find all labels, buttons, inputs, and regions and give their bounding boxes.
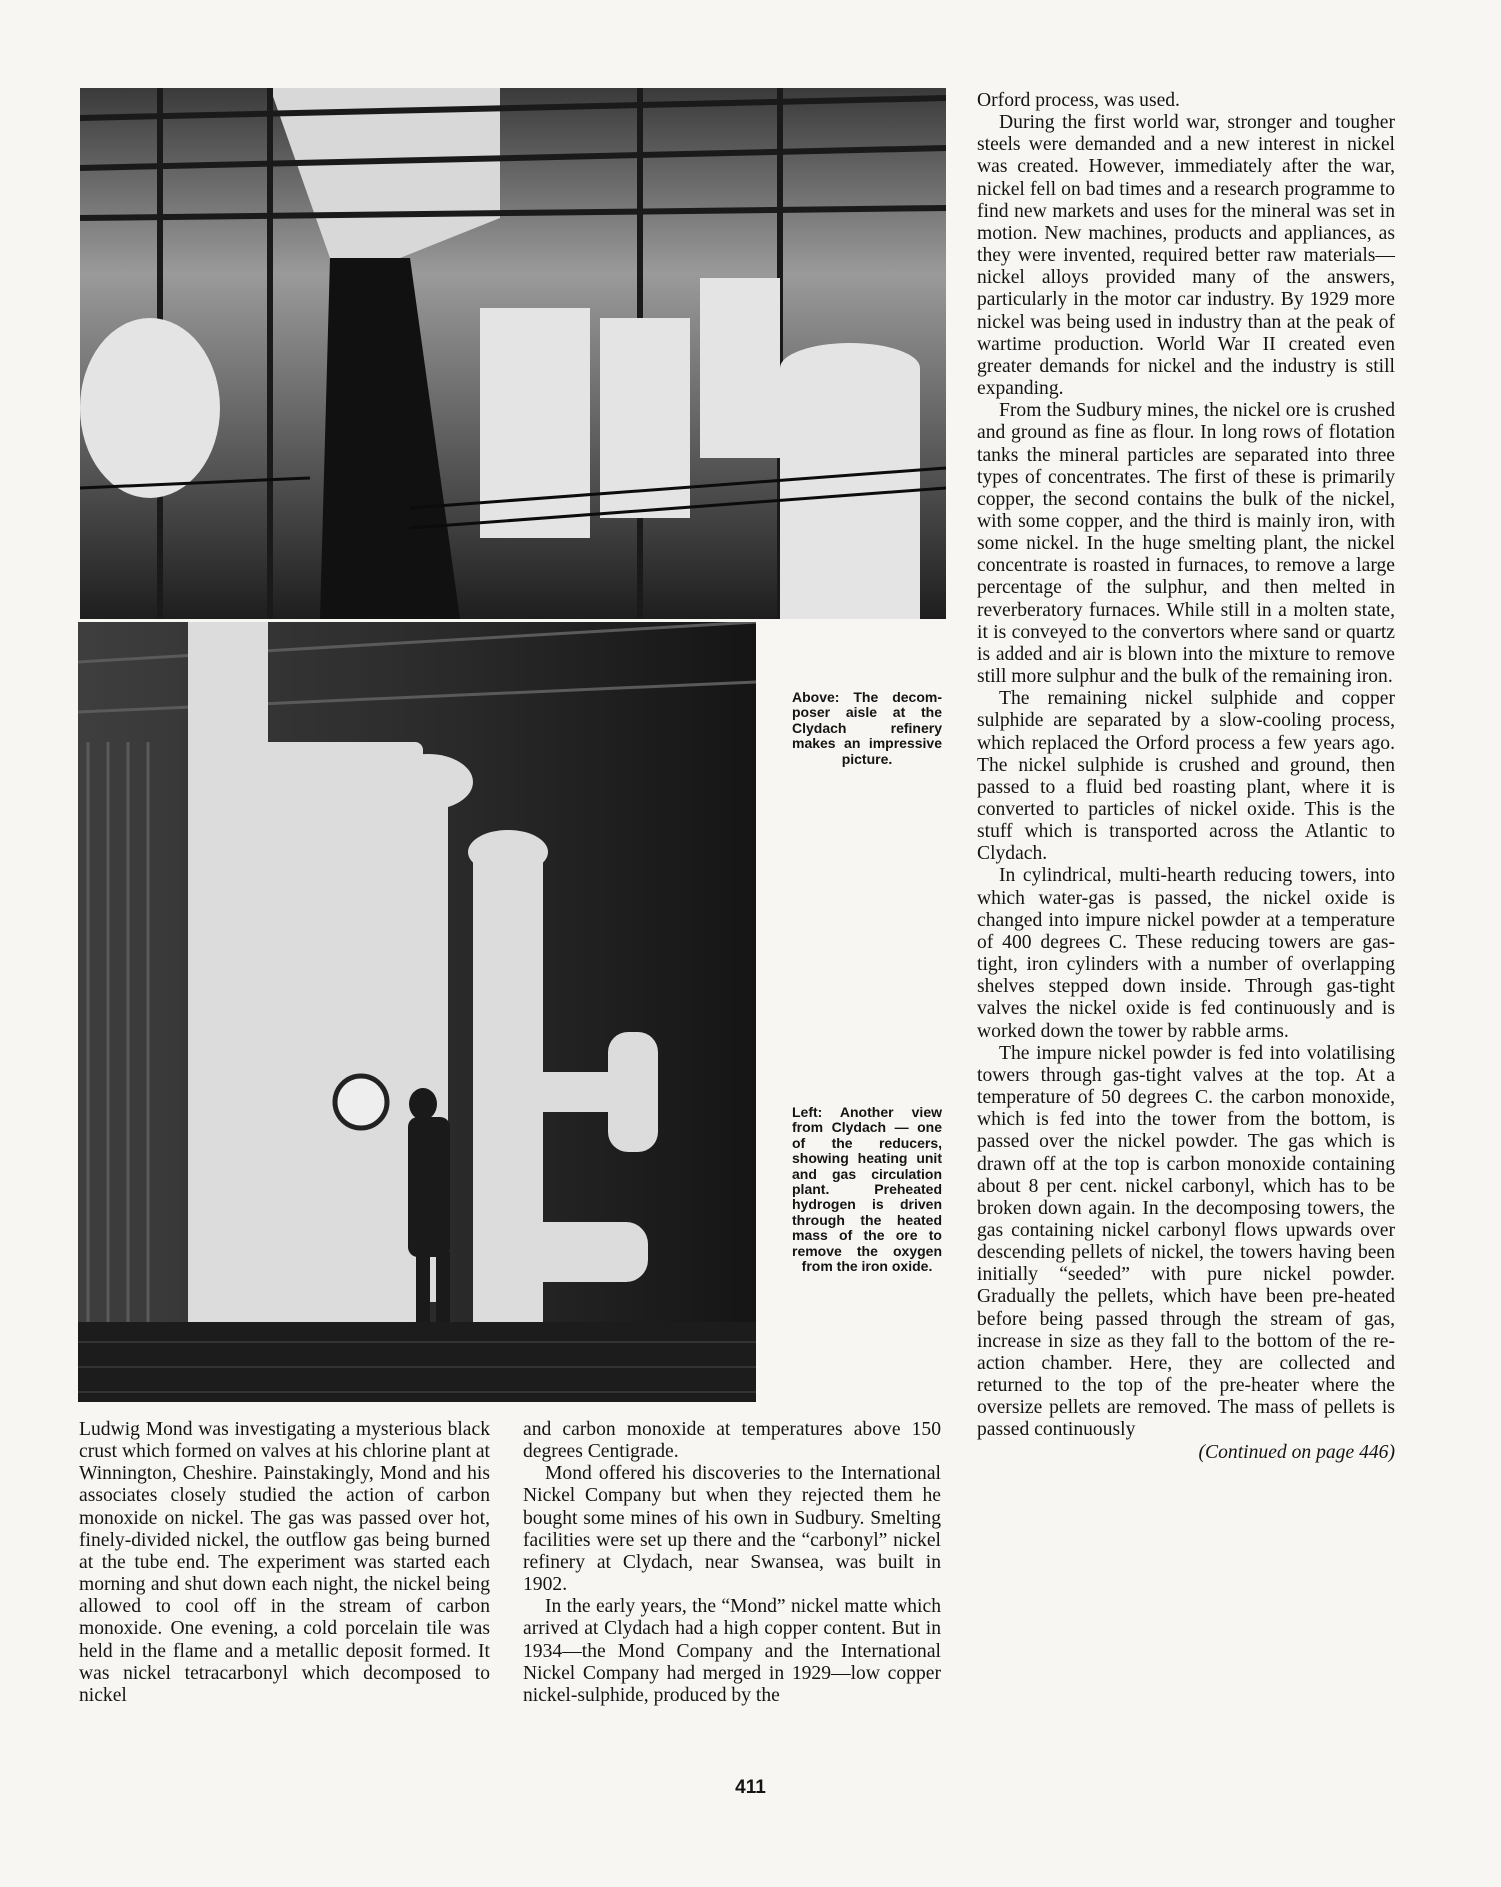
- paragraph: From the Sudbury mines, the nickel ore is crushed and ground as fine as flour. In long rows of flotation tanks the mineral particles are separated into three types of concentrates. The first of these is primarily copper, the second contains the bulk of the nickel, with some copper, and the third is mainly iron, with some nickel. In the huge smelting plant, the nickel concentrate is roasted in furnaces, to remove a large percentage of the sulphur, and then melted in reverberatory furnaces. While still in a molten state, it is conveyed to the convertors where sand or quartz is added and air is blown into the mixture to remove still more sulphur and the bulk of the remaining iron.: [977, 400, 1395, 688]
- left-column: [79, 1419, 490, 1707]
- paragraph: In the early years, the “Mond” nickel matte which arrived at Clydach had a high copper content. But in 1934—the Mond Company and the International Nickel Company had merged in 1929—low copper nickel-sulphide, produced by the: [523, 1596, 941, 1706]
- paragraph: Orford process, was used.: [977, 90, 1180, 111]
- right-column: [977, 90, 1395, 1464]
- caption-left: Left: Another view from Clydach — one of the reducers, showing heating unit and gas circulation plant. Preheated hydrogen is driven through the heated mass of the ore to remove the oxygen from the iron oxide.: [792, 1104, 942, 1275]
- decomposer-aisle-photo: [80, 88, 946, 619]
- reducer-image: [78, 622, 756, 1402]
- paragraph: Mond offered his discoveries to the International Nickel Company but when they rejected them he bought some mines of his own in Sudbury. Smelting facilities were set up there and the “carbonyl” nickel refinery at Clydach, near Swansea, was built in 1902.: [523, 1463, 941, 1596]
- paragraph: During the first world war, stronger and tougher steels were demanded and a new interest in nickel was created. However, immediately after the war, nickel fell on bad times and a research programme to find new markets and uses for the mineral was set in motion. New machines, products and appliances, as they were invented, required better raw materials—nickel alloys provided many of the answers, particularly in the motor car industry. By 1929 more nickel was being used in industry than at the peak of wartime production. World War II created even greater demands for nickel and the industry is still expanding.: [977, 112, 1395, 400]
- paragraph: The impure nickel powder is fed into volatilising towers through gas-tight valves at the top. At a temperature of 50 degrees C. the carbon monoxide, which is fed into the tower from the bottom, is passed over the nickel powder. The gas which is drawn off at the top is carbon monoxide containing about 8 per cent. nickel carbonyl, which has to be broken down again. In the decomposing towers, the gas containing nickel carbonyl flows upwards over descending pellets of nickel, the towers having been initially “seeded” with pure nickel powder. Gradually the pellets, which have been pre-heated before being passed through the stream of gas, increase in size as they fall to the bottom of the reaction chamber. Here, they are collected and returned to the top of the pre-heater where the oversize pellets are removed. The mass of pellets is passed continuously: [977, 1042, 1395, 1441]
- page-number: 411: [735, 1777, 766, 1798]
- paragraph: Ludwig Mond was investigating a mysterious black crust which formed on valves at his chlorine plant at Winnington, Cheshire. Painstakingly, Mond and his associates closely studied the action of carbon monoxide on nickel. The gas was passed over hot, finely-divided nickel, the outflow gas being burned at the tube end. The experiment was started each morning and shut down each night, the nickel being allowed to cool off in the stream of carbon monoxide. One evening, a cold porcelain tile was held in the flame and a metallic deposit formed. It was nickel tetracarbonyl which decomposed to nickel: [79, 1419, 490, 1706]
- continued-note: (Continued on page 446): [1198, 1441, 1395, 1463]
- paragraph: and carbon monoxide at temperatures above 150 degrees Centigrade.: [523, 1419, 941, 1463]
- caption-above: Above: The decomposer aisle at the Clydach refinery makes an impressive picture.: [792, 689, 942, 767]
- reducer-photo: [78, 622, 756, 1402]
- decomposer-aisle-image: [80, 88, 946, 619]
- paragraph: In cylindrical, multi-hearth reducing towers, into which water-gas is passed, the nickel oxide is changed into impure nickel powder at a temperature of 400 degrees C. These reducing towers are gas-tight, iron cylinders with a number of overlapping shelves stepped down inside. Through gas-tight valves the nickel oxide is fed continuously and is worked down the tower by rabble arms.: [977, 865, 1395, 1042]
- paragraph: The remaining nickel sulphide and copper sulphide are separated by a slow-cooling process, which replaced the Orford process a few years ago. The nickel sulphide is crushed and ground, then passed to a fluid bed roasting plant, where it is converted to particles of nickel oxide. This is the stuff which is transported across the Atlantic to Clydach.: [977, 688, 1395, 865]
- middle-column: [523, 1419, 941, 1707]
